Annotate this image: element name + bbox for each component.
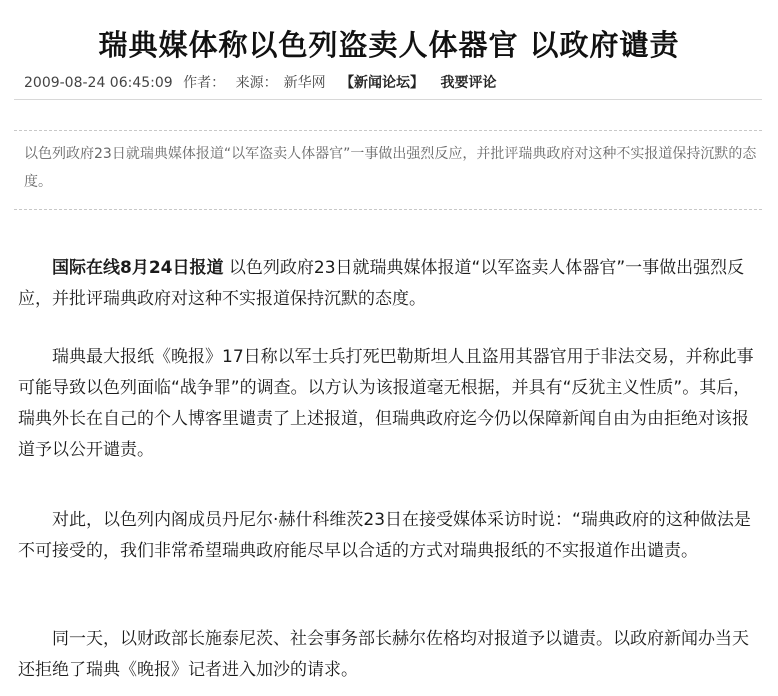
article-summary: 以色列政府23日就瑞典媒体报道“以军盗卖人体器官”一事做出强烈反应，并批评瑞典政府对这种不实报道保持沉默的态度。 bbox=[24, 146, 757, 190]
paragraph-2: 瑞典最大报纸《晚报》17日称以军士兵打死巴勒斯坦人且盗用其器官用于非法交易，并称此事可能导致以色列面临“战争罪”的调查。以方认为该报道毫无根据，并具有“反犹主义性质”。其后，瑞典外长在自己的个人博客里谴责了上述报道，但瑞典政府迄今仍以保障新闻自由为由拒绝对该报道予以公开谴责。 bbox=[18, 347, 754, 460]
paragraph-1-text: 以色列政府23日就瑞典媒体报道“以军盗卖人体器官”一事做出强烈反应，并批评瑞典政府对这种不实报道保持沉默的态度。 bbox=[18, 258, 745, 309]
summary-bottom-divider bbox=[14, 209, 762, 210]
source-label: 来源： bbox=[235, 75, 278, 91]
article-headline: 瑞典媒体称以色列盗卖人体器官 以政府谴责 bbox=[98, 28, 680, 63]
paragraph-4: 同一天，以财政部长施泰尼茨、社会事务部长赫尔佐格均对报道予以谴责。以政府新闻办当天还拒绝了瑞典《晚报》记者进入加沙的请求。 bbox=[18, 629, 749, 680]
paragraph-3: 对此，以色列内阁成员丹尼尔·赫什科维茨23日在接受媒体采访时说：“瑞典政府的这种做法是不可接受的，我们非常希望瑞典政府能尽早以合适的方式对瑞典报纸的不实报道作出谴责。 bbox=[18, 510, 751, 561]
comment-link[interactable]: 我要评论 bbox=[440, 75, 497, 91]
paragraph-1 bbox=[18, 253, 762, 315]
author-label: 作者： bbox=[183, 75, 226, 91]
source-name: 新华网 bbox=[283, 75, 326, 91]
summary-top-divider bbox=[14, 130, 762, 131]
publish-datetime: 2009-08-24 06:45:09 bbox=[24, 75, 173, 91]
paragraph-1-lead: 国际在线8月24日报道 bbox=[52, 258, 224, 278]
news-forum-link[interactable]: 【新闻论坛】 bbox=[340, 75, 425, 91]
meta-divider bbox=[14, 99, 762, 100]
article-meta bbox=[24, 72, 503, 94]
